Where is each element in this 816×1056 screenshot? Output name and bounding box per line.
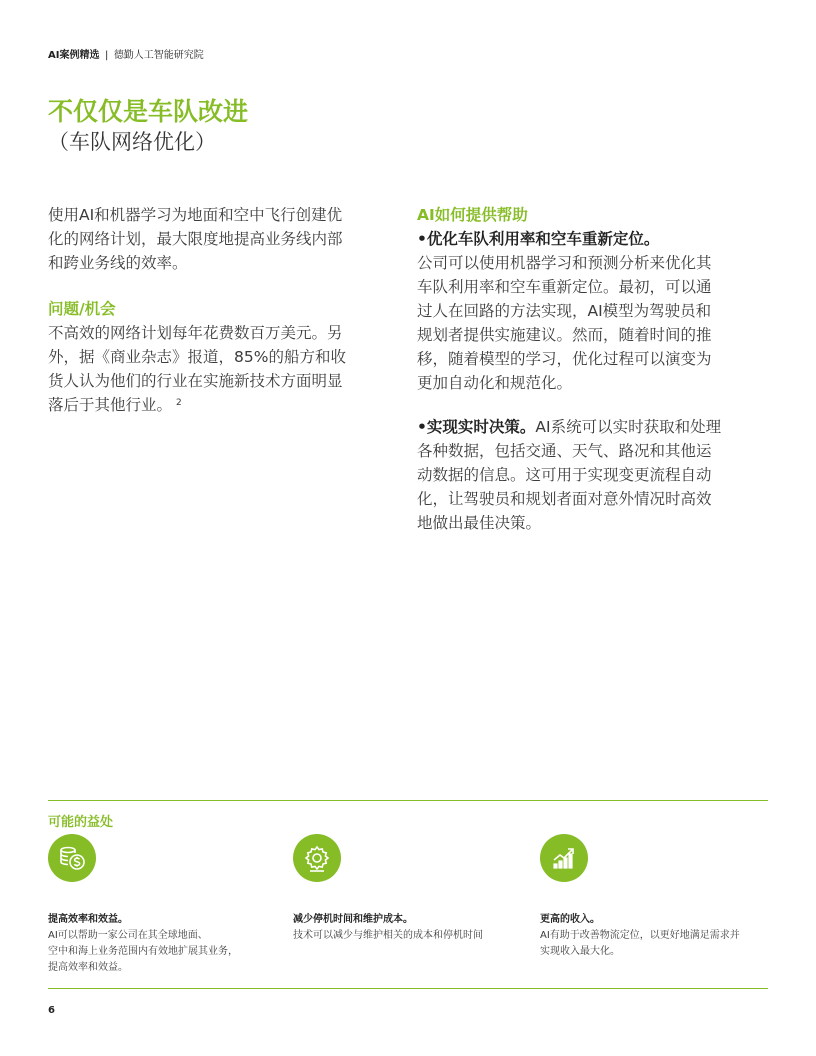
footnote-marker: 2 — [176, 398, 182, 408]
right-column — [417, 203, 762, 535]
benefit-line: 提高效率和效益。 — [48, 962, 128, 973]
help-heading: AI如何提供帮助 — [417, 206, 528, 224]
benefit-line: 实现收入最大化。 — [540, 946, 620, 957]
benefit-item — [293, 912, 523, 944]
header-separator: | — [104, 50, 109, 61]
intro-line: 化的网络计划，最大限度地提高业务线内部 — [48, 230, 343, 248]
help-item1-paragraph — [417, 251, 762, 395]
help-item2-paragraph — [417, 415, 762, 535]
help-line: 过人在回路的方法实现，AI模型为驾驶员和 — [417, 302, 712, 320]
benefits-title: 可能的益处 — [48, 815, 114, 830]
gear-icon — [293, 834, 341, 882]
intro-line: 和跨业务线的效率。 — [48, 254, 188, 272]
left-column — [48, 203, 388, 417]
problem-line: 不高效的网络计划每年花费数百万美元。另 — [48, 324, 343, 342]
help-item2-title: •实现实时决策。 — [417, 418, 536, 436]
page-header — [48, 46, 204, 61]
benefit-line: 空中和海上业务范围内有效地扩展其业务， — [48, 946, 238, 957]
benefit-title: 更高的收入。 — [540, 914, 600, 925]
help-line: 地做出最佳决策。 — [417, 514, 542, 532]
problem-line: 货人认为他们的行业在实施新技术方面明显 — [48, 372, 343, 390]
intro-line: 使用AI和机器学习为地面和空中飞行创建优 — [48, 206, 343, 224]
help-line: AI系统可以实时获取和处理 — [535, 418, 722, 436]
header-org: 德勤人工智能研究院 — [113, 50, 204, 61]
coins-dollar-icon — [48, 834, 96, 882]
help-line: 各种数据，包括交通、天气、路况和其他运 — [417, 442, 712, 460]
benefit-item — [540, 912, 768, 960]
page-title: 不仅仅是车队改进 — [48, 97, 249, 126]
benefit-item — [48, 912, 278, 976]
benefit-line: 技术可以减少与维护相关的成本和停机时间 — [293, 930, 483, 941]
page-subtitle: （车队网络优化） — [48, 130, 216, 154]
help-line: 移，随着模型的学习，优化过程可以演变为 — [417, 350, 712, 368]
help-line: 公司可以使用机器学习和预测分析来优化其 — [417, 254, 712, 272]
header-series: AI案例精选 — [48, 50, 100, 61]
benefit-title: 提高效率和效益。 — [48, 914, 128, 925]
intro-paragraph — [48, 203, 388, 275]
help-item1-title: •优化车队利用率和空车重新定位。 — [417, 230, 660, 248]
help-line: 规划者提供实施建议。然而，随着时间的推 — [417, 326, 712, 344]
top-divider — [48, 800, 768, 801]
help-line: 车队利用率和空车重新定位。最初，可以通 — [417, 278, 712, 296]
help-line: 更加自动化和规范化。 — [417, 374, 573, 392]
growth-chart-icon — [540, 834, 588, 882]
problem-paragraph — [48, 321, 388, 417]
benefit-line: AI有助于改善物流定位，以更好地满足需求并 — [540, 930, 740, 941]
problem-line: 外，据《商业杂志》报道，85%的船方和收 — [48, 348, 346, 366]
benefit-line: AI可以帮助一家公司在其全球地面、 — [48, 930, 208, 941]
problem-line: 落后于其他行业。 — [48, 396, 173, 414]
bottom-divider — [48, 988, 768, 989]
problem-heading: 问题/机会 — [48, 300, 116, 318]
help-line: 动数据的信息。这可用于实现变更流程自动 — [417, 466, 712, 484]
page-number: 6 — [48, 1005, 55, 1016]
help-line: 化，让驾驶员和规划者面对意外情况时高效 — [417, 490, 712, 508]
benefit-title: 减少停机时间和维护成本。 — [293, 914, 413, 925]
